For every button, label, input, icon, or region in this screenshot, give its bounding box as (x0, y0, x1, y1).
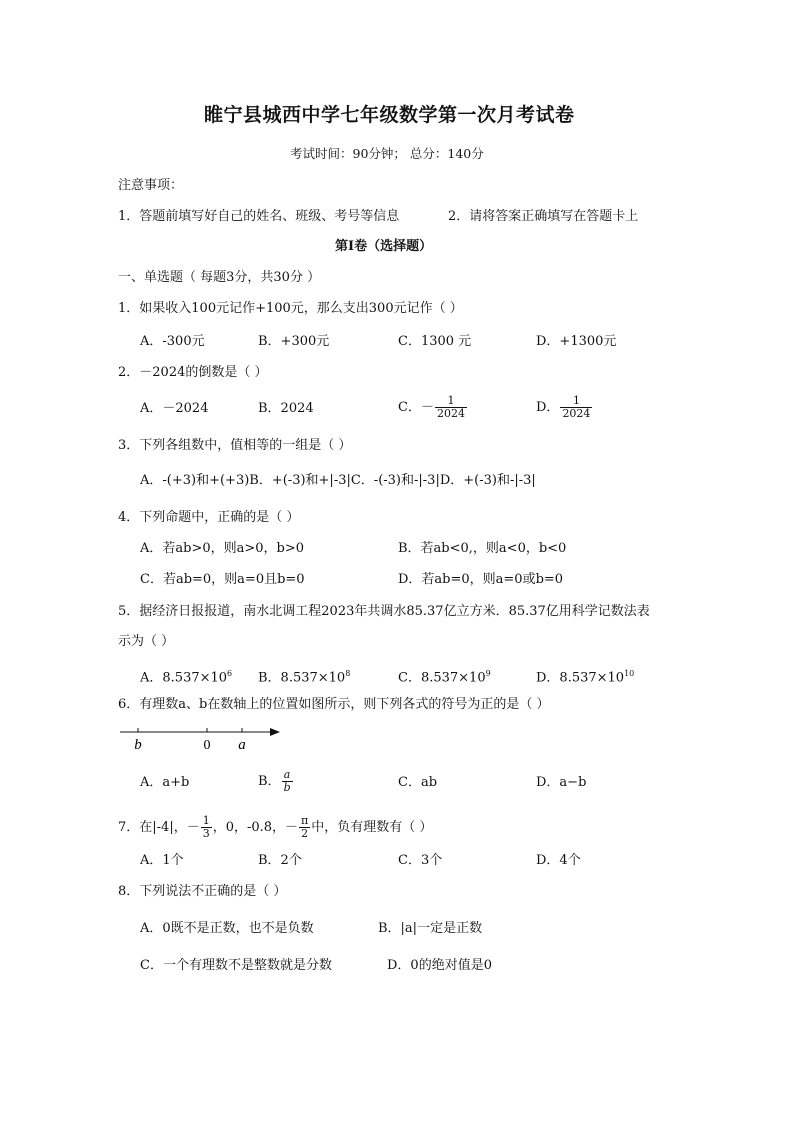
q2-option-c: C．－ $\frac{1}{2024}$ (398, 394, 465, 420)
q2-option-a: A．－2024 (140, 401, 209, 416)
q1-stem: 1．如果收入100元记作+100元，那么支出300元记作（ ） (118, 301, 463, 316)
q4-option-d: D．若ab=0，则a=0或b=0 (398, 572, 564, 587)
q5-option-d: D．$8.537\times 10^{10}$ (536, 669, 635, 686)
q8-stem: 8．下列说法不正确的是（ ） (118, 884, 287, 899)
q1-option-d: D．+1300元 (536, 334, 617, 349)
q8-option-b: B．|a|一定是正数 (378, 921, 483, 936)
section-title: 一、单选题（ 每题3分，共30分 ） (118, 270, 321, 285)
q5-option-c: C．$8.537\times 10^9$ (398, 669, 491, 686)
notice-1: 1．答题前填写好自己的姓名、班级、考号等信息 (118, 209, 400, 224)
q7-option-a: A．1个 (140, 853, 184, 868)
q4-option-a: A．若ab>0，则a>0，b>0 (140, 541, 305, 556)
q7-option-c: C．3个 (398, 853, 443, 868)
q6-option-d: D．a−b (536, 775, 587, 790)
q5-option-b: B．$8.537\times 10^8$ (258, 669, 351, 686)
q2-c-fraction: $\frac{1}{2024}$ (436, 394, 465, 420)
q1-option-b: B．+300元 (258, 334, 330, 349)
number-line-figure (118, 722, 288, 756)
q6-option-c: C．ab (398, 775, 438, 790)
q8-option-a: A．0既不是正数，也不是负数 (140, 921, 314, 936)
label-a: a (238, 737, 246, 753)
volume-title: 第I卷（选择题） (335, 239, 433, 254)
notice-label: 注意事项： (118, 178, 184, 193)
q1-option-a: A．-300元 (140, 334, 205, 349)
q6-stem: 6．有理数a、b在数轴上的位置如图所示，则下列各式的符号为正的是（ ） (118, 697, 550, 712)
q3-options: A．-(+3)和+(+3)B．+(-3)和+|-3|C．-(-3)和-|-3|D．+(-3)和-|-3| (140, 473, 536, 488)
q6-b-fraction: $\frac{a}{b}$ (283, 768, 291, 794)
q4-stem: 4．下列命题中，正确的是（ ） (118, 510, 300, 525)
q6-option-a: A．a+b (140, 775, 190, 790)
q8-option-d: D．0的绝对值是0 (387, 958, 492, 973)
q5-stem-line2: 示为（ ） (118, 634, 175, 649)
q2-option-d: D． $\frac{1}{2024}$ (536, 394, 591, 420)
notice-2: 2．请将答案正确填写在答题卡上 (448, 209, 639, 224)
exam-title: 睢宁县城西中学七年级数学第一次月考试卷 (204, 104, 575, 126)
q3-stem: 3．下列各组数中，值相等的一组是（ ） (118, 438, 352, 453)
label-0: 0 (203, 738, 211, 753)
q2-option-b: B．2024 (258, 401, 314, 416)
label-b: b (134, 737, 142, 753)
q6-option-b: B． $\frac{a}{b}$ (258, 768, 291, 794)
exam-info: 考试时间：90分钟； 总分：140分 (290, 146, 484, 161)
number-line-arrow (270, 728, 280, 736)
q2-stem: 2．－2024的倒数是（ ） (118, 365, 268, 380)
q7-fraction-1: $\frac{1}{3}$ (202, 814, 210, 840)
q2-d-fraction: $\frac{1}{2024}$ (562, 394, 591, 420)
q4-option-c: C．若ab=0，则a=0且b=0 (140, 572, 305, 587)
q7-option-b: B．2个 (258, 853, 302, 868)
q7-option-d: D．4个 (536, 853, 581, 868)
q5-stem-line1: 5．据经济日报报道，南水北调工程2023年共调水85.37亿立方米．85.37亿用科学记数法表 (118, 604, 650, 619)
q4-option-b: B．若ab<0,，则a<0，b<0 (398, 541, 567, 556)
q7-stem: 7．在|-4|，－ $\frac{1}{3}$ ，0，-0.8̇，－ $\frac{\pi}{2}$ 中，负有理数有（ ） (118, 814, 433, 840)
q1-option-c: C．1300 元 (398, 334, 472, 349)
q5-option-a: A．$8.537\times 10^6$ (140, 669, 233, 686)
q7-fraction-2: $\frac{\pi}{2}$ (301, 814, 309, 840)
q8-option-c: C．一个有理数不是整数就是分数 (140, 958, 332, 973)
